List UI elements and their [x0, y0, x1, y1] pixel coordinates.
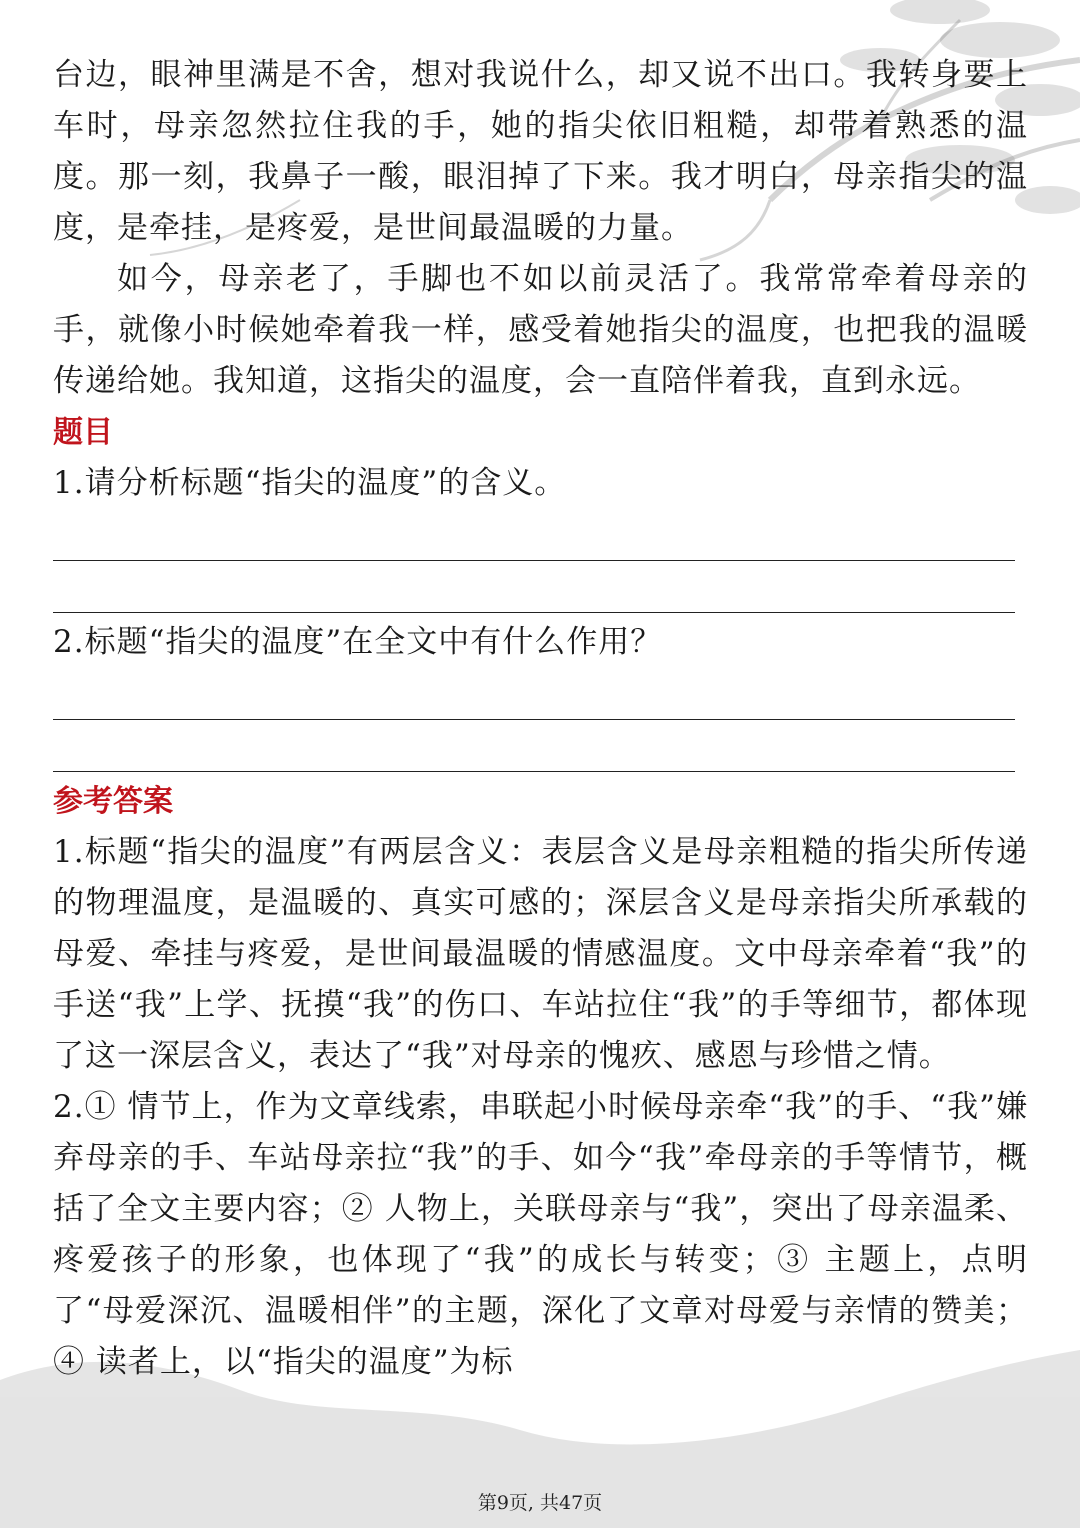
answer-line	[53, 561, 1015, 613]
answer-2: 2.① 情节上，作为文章线索，串联起小时候母亲牵“我”的手、“我”嫌弃母亲的手、车站母亲拉“我”的手、如今“我”牵母亲的手等情节，概括了全文主要内容；② 人物上，关联母亲与“我”，突出了母亲温柔、疼爱孩子的形象，也体现了“我”的成长与转变；③ 主题上，点明了“母爱深沉、温暖相伴”的主题，深化了文章对母爱与亲情的赞美；④ 读者上，以“指尖的温度”为标	[53, 1089, 1028, 1380]
answer-line	[53, 509, 1015, 561]
questions-heading: 题目	[53, 415, 113, 450]
passage-paragraph-2: 如今，母亲老了，手脚也不如以前灵活了。我常常牵着母亲的手，就像小时候她牵着我一样，感受着她指尖的温度，也把我的温暖传递给她。我知道，这指尖的温度，会一直陪伴着我，直到永远。	[53, 261, 1028, 399]
page-number: 第9页, 共47页	[477, 1492, 603, 1514]
question-1: 1.请分析标题“指尖的温度”的含义。	[53, 465, 567, 501]
document-page	[53, 50, 1028, 1388]
answer-1: 1.标题“指尖的温度”有两层含义：表层含义是母亲粗糙的指尖所传递的物理温度，是温暖的、真实可感的；深层含义是母亲指尖所承载的母爱、牵挂与疼爱，是世间最温暖的情感温度。文中母亲牵着“我”的手送“我”上学、抚摸“我”的伤口、车站拉住“我”的手等细节，都体现了这一深层含义，表达了“我”对母亲的愧疚、感恩与珍惜之情。	[53, 834, 1028, 1074]
passage-paragraph-1: 台边，眼神里满是不舍，想对我说什么，却又说不出口。我转身要上车时，母亲忽然拉住我的手，她的指尖依旧粗糙，却带着熟悉的温度。那一刻，我鼻子一酸，眼泪掉了下来。我才明白，母亲指尖的温度，是牵挂，是疼爱，是世间最温暖的力量。	[53, 57, 1028, 246]
answer-line	[53, 720, 1015, 772]
question-2: 2.标题“指尖的温度”在全文中有什么作用？	[53, 624, 663, 660]
answers-heading: 参考答案	[53, 784, 173, 819]
answer-line	[53, 668, 1015, 720]
